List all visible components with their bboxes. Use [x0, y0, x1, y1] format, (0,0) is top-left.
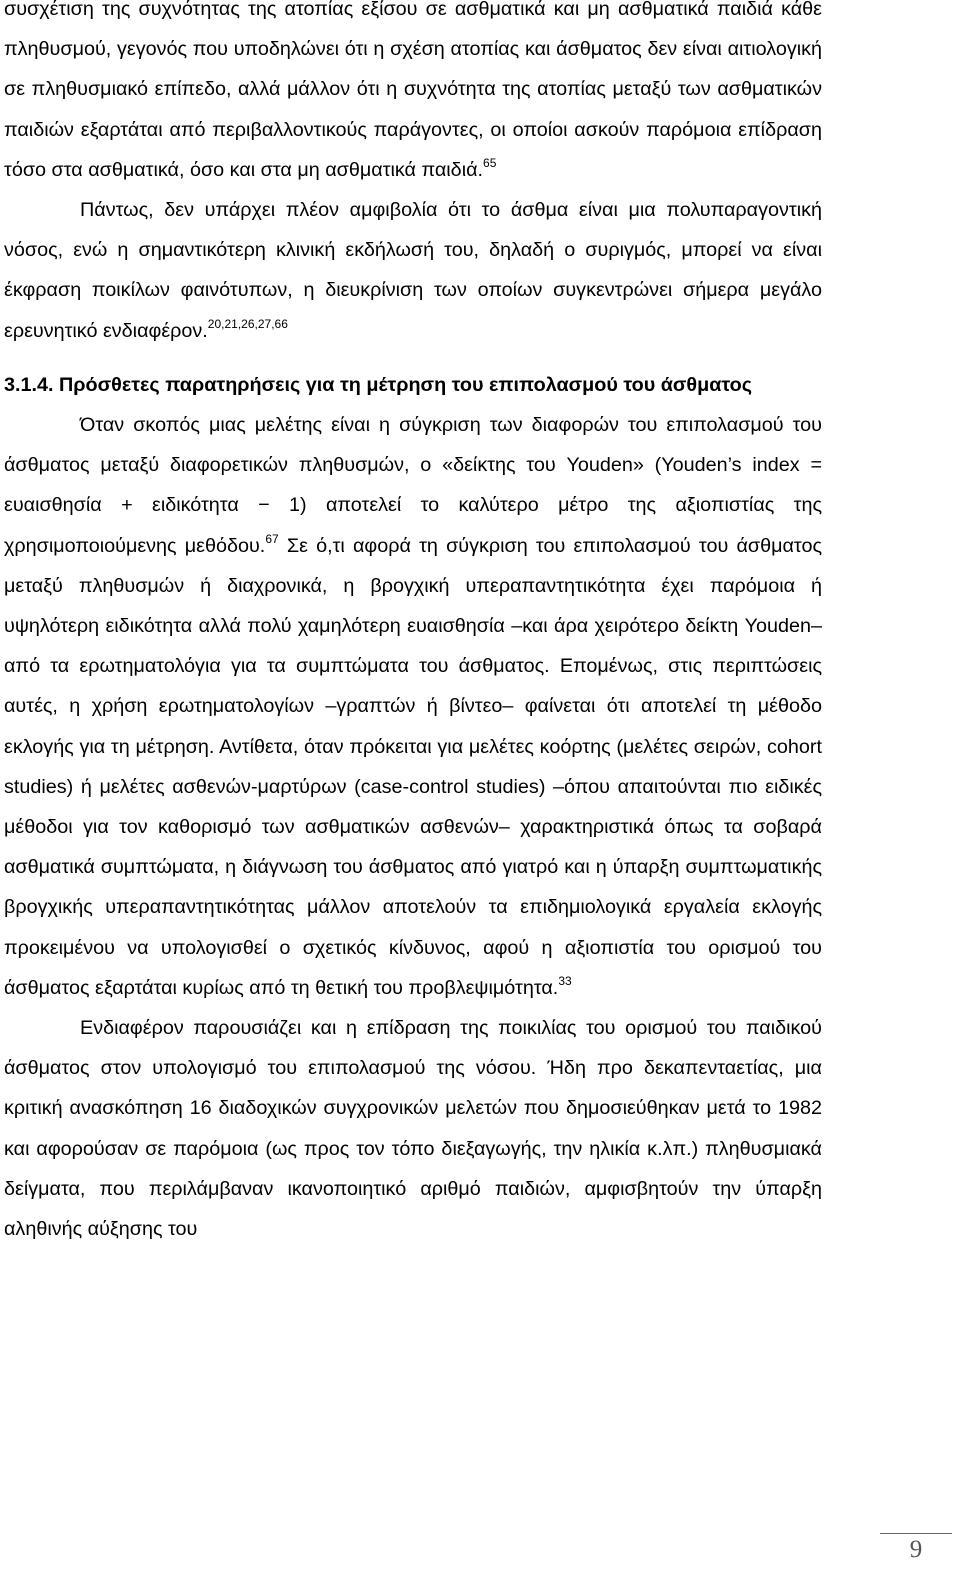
- section-title: Πρόσθετες παρατηρήσεις για τη μέτρηση του επιπολασμού του άσθματος: [59, 373, 753, 396]
- citation-ref-67: 67: [265, 531, 279, 546]
- section-heading: [4, 365, 822, 405]
- paragraph-4: [4, 1008, 822, 1249]
- paragraph-3-text-b: Σε ό,τι αφορά τη σύγκριση του επιπολασμού του άσθματος μεταξύ πληθυσμών ή διαχρονικά, η βρογχική υπεραπαντητικότητα έχει παρόμοια ή υψηλότερη ειδικότητα αλλά πολύ χαμηλότερη ευαισθησία –και άρα χειρότερο δείκτη Youden– από τα ερωτηματολόγια για τα συμπτώματα του άσθματος. Επομένως, στις περιπτώσεις αυτές, η χρήση ερωτηματολογίων –γραπτών ή βίντεο– φαίνεται ότι αποτελεί τη μέθοδο εκλογής για τη μέτρηση. Αντίθετα, όταν πρόκειται για μελέτες κοόρτης (μελέτες σειρών, cohort studies) ή μελέτες ασθενών-μαρτύρων (case-control studies) –όπου απαιτούνται πιο ειδικές μέθοδοι για τον καθορισμό των ασθματικών ασθενών– χαρακτηριστικά όπως τα σοβαρά ασθματικά συμπτώματα, η διάγνωση του άσθματος από γιατρό και η ύπαρξη συμπτωματικής βρογχικής υπεραπαντητικότητας μάλλον αποτελούν τα επιδημιολογικά εργαλεία εκλογής προκειμένου να υπολογισθεί ο σχετικός κίνδυνος, αφού η αξιοπιστία του ορισμού του άσθματος εξαρτάται κυρίως από τη θετική του προβλεψιμότητα.: [4, 534, 822, 999]
- paragraph-2: [4, 190, 822, 351]
- paragraph-1: [4, 0, 822, 190]
- footer-divider: [880, 1533, 952, 1534]
- document-page: [4, 0, 822, 1249]
- section-number: 3.1.4.: [4, 373, 54, 396]
- citation-ref-65: 65: [483, 155, 497, 170]
- page-number: 9: [909, 1536, 923, 1563]
- paragraph-2-text: Πάντως, δεν υπάρχει πλέον αμφιβολία ότι το άσθμα είναι μια πολυπαραγοντική νόσος, ενώ η σημαντικότερη κλινική εκδήλωσή του, δηλαδή ο συριγμός, μπορεί να είναι έκφραση ποικίλων φαινότυπων, η διευκρίνιση των οποίων συγκεντρώνει σήμερα μεγάλο ερευνητικό ενδιαφέρον.: [4, 199, 822, 342]
- paragraph-1-text: συσχέτιση της συχνότητας της ατοπίας εξίσου σε ασθματικά και μη ασθματικά παιδιά κάθε πληθυσμού, γεγονός που υποδηλώνει ότι η σχέση ατοπίας και άσθματος δεν είναι αιτιολογική σε πληθυσμιακό επίπεδο, αλλά μάλλον ότι η συχνότητα της ατοπίας μεταξύ των ασθματικών παιδιών εξαρτάται από περιβαλλοντικούς παράγοντες, οι οποίοι ασκούν παρόμοια επίδραση τόσο στα ασθματικά, όσο και στα μη ασθματικά παιδιά.: [4, 0, 822, 181]
- citation-ref-group: 20,21,26,27,66: [207, 316, 288, 331]
- paragraph-3: [4, 405, 822, 1008]
- paragraph-4-text: Ενδιαφέρον παρουσιάζει και η επίδραση της ποικιλίας του ορισμού του παιδικού άσθματος στον υπολογισμό του επιπολασμού της νόσου. Ήδη προ δεκαπενταετίας, μια κριτική ανασκόπηση 16 διαδοχικών συγχρονικών μελετών που δημοσιεύθηκαν μετά το 1982 και αφορούσαν σε παρόμοια (ως προς τον τόπο διεξαγωγής, την ηλικία κ.λπ.) πληθυσμιακά δείγματα, που περιλάμβαναν ικανοποιητικό αριθμό παιδιών, αμφισβητούν την ύπαρξη αληθινής αύξησης του: [4, 1017, 822, 1241]
- paragraph-3-text-a: Όταν σκοπός μιας μελέτης είναι η σύγκριση των διαφορών του επιπολασμού του άσθματος μεταξύ διαφορετικών πληθυσμών, ο «δείκτης του Youden» (Youden’s index = ευαισθησία + ειδικότητα − 1) αποτελεί το καλύτερο μέτρο της αξιοπιστίας της χρησιμοποιούμενης μεθόδου.: [4, 414, 822, 557]
- citation-ref-33: 33: [558, 973, 572, 988]
